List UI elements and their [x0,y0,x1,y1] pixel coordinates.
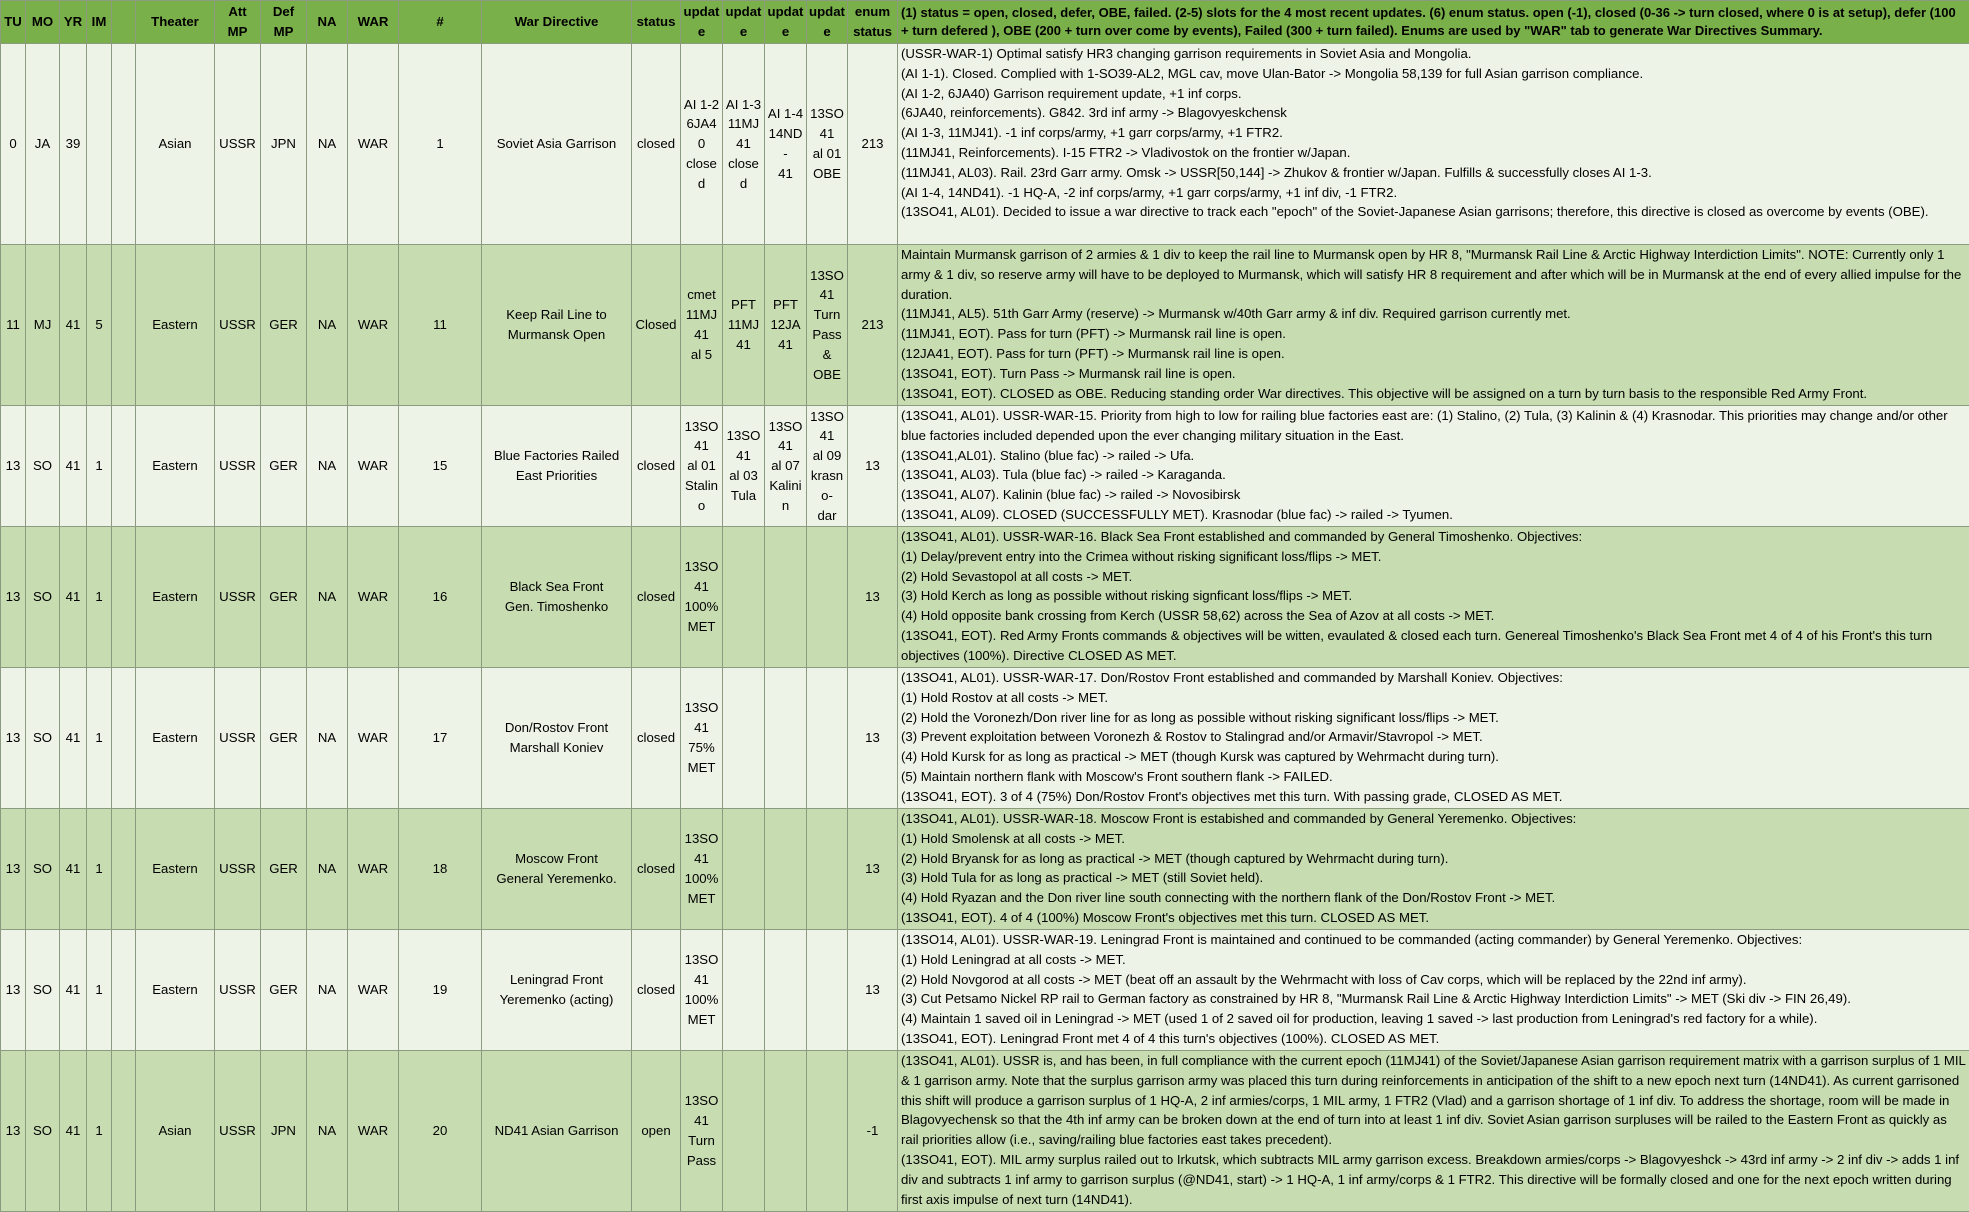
cell-war-directive[interactable] [482,44,632,245]
table-row [1,44,1969,245]
cell-att-mp[interactable]: USSR [215,809,261,930]
cell-mo[interactable]: SO [26,406,60,527]
cell-description-line: Maintain Murmansk garrison of 2 armies & 1 div to keep the rail line to Murmansk open by HR 8, "Murmansk Rail Line & Arctic Highway Interdiction Limits". NOTE: Currently only 1 army & 1 div, so reserve army will have to be deployed to Murmansk, which will satisfy HR 8 requirement and after which will be in Murmansk at the end of every allied impulse for the duration. [901,245,1966,304]
cell-update-2[interactable] [723,245,765,406]
cell-update-3[interactable] [765,668,807,809]
cell-description-line: (13SO41, AL01). USSR-WAR-15. Priority from high to low for railing blue factories east are: (1) Stalino, (2) Tula, (3) Kalinin & (4) Krasnodar. This priorities may change and/or other blue factories included depended upon the ever changing military situation in the East. [901,406,1966,446]
cell-description[interactable] [898,527,1969,668]
cell-update-2-line: 13SO41 [725,426,762,466]
cell-update-1[interactable] [681,809,723,930]
header-blank[interactable] [112,1,136,44]
cell-update-3-line: 41 [767,164,804,184]
cell-update-1-line: 13SO41 [683,829,720,869]
header-update-4[interactable]: update [807,1,848,44]
cell-update-3-line: Kalinin [767,476,804,516]
cell-war[interactable]: WAR [348,930,399,1051]
cell-enum-status[interactable]: 13 [848,930,898,1051]
cell-mo[interactable]: JA [26,44,60,245]
cell-update-1-line: cmet [683,285,720,305]
cell-update-4-line: Turn [809,305,845,325]
cell-description-line: (AI 1-1). Closed. Complied with 1-SO39-AL2, MGL cav, move Ulan-Bator -> Mongolia 58,139 for full Asian garrison compliance. [901,64,1966,84]
cell-update-1-line: 75% [683,738,720,758]
cell-number[interactable]: 20 [399,1051,482,1212]
cell-description-line: (13SO41,AL01). Stalino (blue fac) -> railed -> Ufa. [901,446,1966,466]
cell-mo[interactable]: SO [26,668,60,809]
cell-description-line: (13SO41, EOT). CLOSED as OBE. Reducing standing order War directives. This objective will be assigned on a turn by turn basis to the responsible Red Army Front. [901,384,1966,404]
cell-description-line: (2) Hold the Voronezh/Don river line for as long as possible without risking significant loss/flips -> MET. [901,708,1966,728]
cell-na[interactable]: NA [307,1051,348,1212]
cell-description-line: (1) Hold Rostov at all costs -> MET. [901,688,1966,708]
cell-na[interactable]: NA [307,44,348,245]
cell-status[interactable]: closed [632,406,681,527]
cell-description-line: (AI 1-4, 14ND41). -1 HQ-A, -2 inf corps/army, +1 garr corps/army, +1 inf div, -1 FTR2. [901,183,1966,203]
cell-status[interactable]: closed [632,930,681,1051]
cell-update-4-line: dar [809,506,845,526]
cell-update-1-line: MET [683,758,720,778]
cell-update-1-line: MET [683,617,720,637]
cell-description-line: (3) Cut Petsamo Nickel RP rail to German factory as constrained by HR 8, "Murmansk Rail Line & Arctic Highway Interdiction Limits" -> MET (Ski div -> FIN 26,49). [901,989,1966,1009]
cell-status[interactable]: closed [632,668,681,809]
cell-enum-status[interactable]: 213 [848,44,898,245]
header-update-2[interactable]: update [723,1,765,44]
cell-update-3-line: PFT [767,295,804,315]
cell-theater[interactable]: Eastern [136,930,215,1051]
cell-update-2-line: 11MJ41 [725,315,762,355]
header-mo[interactable]: MO [26,1,60,44]
cell-war-directive-line: Marshall Koniev [484,738,629,758]
cell-war-directive-line: ND41 Asian Garrison [484,1121,629,1141]
cell-number[interactable]: 19 [399,930,482,1051]
cell-im[interactable]: 1 [87,930,112,1051]
cell-description-line: (3) Hold Kerch as long as possible without risking signficant loss/flips -> MET. [901,586,1966,606]
cell-def-mp[interactable]: GER [261,527,307,668]
table-row [1,809,1969,930]
cell-im[interactable]: 1 [87,406,112,527]
cell-update-1[interactable] [681,930,723,1051]
cell-update-2[interactable] [723,527,765,668]
cell-war-directive[interactable] [482,527,632,668]
cell-mo[interactable]: SO [26,809,60,930]
cell-tu[interactable]: 13 [1,668,26,809]
cell-att-mp[interactable]: USSR [215,44,261,245]
cell-update-1[interactable] [681,406,723,527]
cell-description-line: (13SO41, AL07). Kalinin (blue fac) -> railed -> Novosibirsk [901,485,1966,505]
cell-description-line: (1) Hold Leningrad at all costs -> MET. [901,950,1966,970]
cell-description-line: (11MJ41, AL5). 51th Garr Army (reserve) -> Murmansk w/40th Garr army & inf div. Required garrison currently met. [901,304,1966,324]
cell-update-2[interactable] [723,809,765,930]
cell-description-line: (3) Hold Tula for as long as practical -> MET (still Soviet held). [901,868,1966,888]
cell-update-1-line: 100% [683,597,720,617]
cell-blank[interactable] [112,1051,136,1212]
cell-update-1-line: 11MJ41 [683,305,720,345]
cell-na[interactable]: NA [307,668,348,809]
table-row [1,527,1969,668]
cell-update-4[interactable] [807,809,848,930]
cell-update-2-line: al 03 [725,466,762,486]
cell-update-1-line: al 5 [683,345,720,365]
cell-war[interactable]: WAR [348,668,399,809]
table-row [1,668,1969,809]
header-row [1,1,1969,44]
cell-update-1-line: 100% [683,990,720,1010]
cell-im[interactable] [87,44,112,245]
cell-update-1[interactable] [681,245,723,406]
cell-blank[interactable] [112,668,136,809]
cell-description-line: (13SO41, EOT). Red Army Fronts commands & objectives will be witten, evaulated & closed each turn. Genereal Timoshenko's Black Sea Front met 4 of 4 of his Front's this turn objectives (100%). Directive CLOSED AS MET. [901,626,1966,666]
cell-description-line: (4) Hold Kursk for as long as practical -> MET (though Kursk was captured by Wehrmacht during turn). [901,747,1966,767]
cell-update-1-line: MET [683,889,720,909]
cell-description-line: (4) Hold opposite bank crossing from Kerch (USSR 58,62) across the Sea of Azov at all costs -> MET. [901,606,1966,626]
header-yr[interactable]: YR [60,1,87,44]
cell-description-line: (13SO41, AL01). USSR-WAR-18. Moscow Front is estabished and commanded by General Yeremenko. Objectives: [901,809,1966,829]
cell-def-mp[interactable]: JPN [261,1051,307,1212]
cell-blank[interactable] [112,44,136,245]
cell-update-1-line: 13SO41 [683,1091,720,1131]
cell-description[interactable] [898,1051,1969,1212]
cell-status[interactable]: open [632,1051,681,1212]
cell-yr[interactable]: 41 [60,406,87,527]
cell-number[interactable]: 18 [399,809,482,930]
cell-att-mp[interactable]: USSR [215,406,261,527]
cell-theater[interactable]: Eastern [136,406,215,527]
cell-theater[interactable]: Eastern [136,809,215,930]
cell-war-directive[interactable] [482,1051,632,1212]
cell-na[interactable]: NA [307,406,348,527]
cell-update-1-line: 13SO41 [683,417,720,457]
cell-theater[interactable]: Asian [136,1051,215,1212]
cell-war-directive-line: Keep Rail Line to [484,305,629,325]
cell-update-3[interactable] [765,809,807,930]
cell-description-line: (13SO41, AL09). CLOSED (SUCCESSFULLY MET). Krasnodar (blue fac) -> railed -> Tyumen. [901,505,1966,525]
cell-blank[interactable] [112,527,136,668]
header-number[interactable]: # [399,1,482,44]
cell-description-line: (6JA40, reinforcements). G842. 3rd inf army -> Blagovyeskchensk [901,103,1966,123]
cell-update-2-line: closed [725,154,762,194]
cell-att-mp[interactable]: USSR [215,527,261,668]
cell-im[interactable]: 1 [87,1051,112,1212]
cell-description-line: (11MJ41, Reinforcements). I-15 FTR2 -> Vladivostok on the frontier w/Japan. [901,143,1966,163]
cell-status[interactable]: closed [632,527,681,668]
cell-war-directive-line: Murmansk Open [484,325,629,345]
cell-description-line: (4) Maintain 1 saved oil in Leningrad -> MET (used 1 of 2 saved oil for production, leaving 1 saved -> last production from Leningrad's red factory for a while). [901,1009,1966,1029]
cell-update-3[interactable] [765,245,807,406]
cell-yr[interactable]: 39 [60,44,87,245]
cell-update-4[interactable] [807,930,848,1051]
cell-theater[interactable]: Eastern [136,527,215,668]
cell-description-line: (5) Maintain northern flank with Moscow's Front southern flank -> FAILED. [901,767,1966,787]
cell-status[interactable]: closed [632,44,681,245]
cell-description-line: (13SO41, EOT). 4 of 4 (100%) Moscow Front's objectives met this turn. CLOSED AS MET. [901,908,1966,928]
cell-theater[interactable]: Asian [136,44,215,245]
cell-update-4[interactable] [807,44,848,245]
cell-update-2[interactable] [723,44,765,245]
cell-enum-status[interactable]: 13 [848,668,898,809]
header-att-mp[interactable]: Att MP [215,1,261,44]
cell-description-line: (13SO41, AL01). USSR-WAR-16. Black Sea Front established and commanded by General Timoshenko. Objectives: [901,527,1966,547]
cell-description-line: (13SO41, AL01). USSR is, and has been, in full compliance with the current epoch (11MJ41) of the Soviet/Japanese Asian garrison requirement matrix with a garrison surplus of 1 MIL & 1 garrison army. Note that the surplus garrison army was placed this turn during reinforcements in anticipation of the shift to a new epoch next turn (14ND41). As current garrisoned this shift will produce a garrison surplus of 1 HQ-A, 2 inf armies/corps, 1 MIL army, 1 FTR2 (Vlad) and a garrison shortage of 1 inf div. To address the shortage, room will be made in Blagovyechensk so that the 4th inf army can be broken down at the end of turn into at least 1 inf div. Soviet Asian garrison surpluses will be railed to the Eastern Front as quickly as rail priorities allow (i.e., saving/railing blue factories east takes precedent). [901,1051,1966,1150]
cell-im[interactable]: 1 [87,668,112,809]
cell-im[interactable]: 1 [87,809,112,930]
cell-war-directive-line: Soviet Asia Garrison [484,134,629,154]
cell-description[interactable] [898,809,1969,930]
cell-description-line: (3) Prevent exploitation between Voronezh & Rostov to Stalingrad and/or Armavir/Stavropol -> MET. [901,727,1966,747]
cell-status[interactable]: Closed [632,245,681,406]
cell-update-1-line: 13SO41 [683,557,720,597]
cell-war-directive[interactable] [482,668,632,809]
cell-update-4[interactable] [807,668,848,809]
cell-war-directive-line: Black Sea Front [484,577,629,597]
cell-update-4-line: al 09 [809,446,845,466]
cell-enum-status[interactable]: 13 [848,527,898,668]
cell-mo[interactable]: SO [26,527,60,668]
cell-update-3[interactable] [765,527,807,668]
cell-update-4-line: & OBE [809,345,845,385]
cell-war[interactable]: WAR [348,809,399,930]
cell-description-line: (13SO41, EOT). 3 of 4 (75%) Don/Rostov Front's objectives met this turn. With passing grade, CLOSED AS MET. [901,787,1966,807]
cell-update-4[interactable] [807,406,848,527]
cell-update-3[interactable] [765,930,807,1051]
cell-update-2[interactable] [723,1051,765,1212]
cell-description[interactable] [898,406,1969,527]
header-war-directive[interactable]: War Directive [482,1,632,44]
header-im[interactable]: IM [87,1,112,44]
cell-yr[interactable]: 41 [60,1051,87,1212]
cell-update-3-line: 13SO41 [767,417,804,457]
cell-war-directive-line: Gen. Timoshenko [484,597,629,617]
header-tu[interactable]: TU [1,1,26,44]
cell-description[interactable] [898,245,1969,406]
cell-im[interactable]: 1 [87,527,112,668]
cell-update-4[interactable] [807,245,848,406]
cell-update-1-line: al 01 [683,456,720,476]
cell-update-4-line: OBE [809,164,845,184]
cell-yr[interactable]: 41 [60,527,87,668]
cell-tu[interactable]: 11 [1,245,26,406]
cell-update-1-line: closed [683,154,720,194]
cell-tu[interactable]: 13 [1,527,26,668]
cell-def-mp[interactable]: GER [261,930,307,1051]
cell-yr[interactable]: 41 [60,809,87,930]
header-status[interactable]: status [632,1,681,44]
cell-tu[interactable]: 13 [1,406,26,527]
cell-update-3[interactable] [765,44,807,245]
cell-description[interactable] [898,44,1969,245]
cell-update-3[interactable] [765,406,807,527]
cell-update-1-line: MET [683,1010,720,1030]
cell-def-mp[interactable]: GER [261,668,307,809]
header-update-3[interactable]: update [765,1,807,44]
cell-tu[interactable]: 13 [1,1051,26,1212]
cell-war-directive-line: General Yeremenko. [484,869,629,889]
cell-theater[interactable]: Eastern [136,668,215,809]
cell-war[interactable]: WAR [348,1051,399,1212]
cell-update-2[interactable] [723,930,765,1051]
cell-def-mp[interactable]: GER [261,406,307,527]
cell-war-directive-line: Don/Rostov Front [484,718,629,738]
cell-blank[interactable] [112,930,136,1051]
header-description[interactable]: (1) status = open, closed, defer, OBE, failed. (2-5) slots for the 4 most recent updates. (6) enum status. open (-1), closed (0-36 -> turn closed, where 0 is at setup), defer (100 + turn defered ), OBE (200 + turn over come by events), Failed (300 + turn failed). Enums are used by "WAR" tab to generate War Directives Summary. [898,1,1969,44]
cell-update-1-line: 100% [683,869,720,889]
cell-description-line: (13SO14, AL01). USSR-WAR-19. Leningrad Front is maintained and continued to be commanded (acting commander) by General Yeremenko. Objectives: [901,930,1966,950]
cell-na[interactable]: NA [307,245,348,406]
cell-blank[interactable] [112,406,136,527]
header-update-1[interactable]: update [681,1,723,44]
cell-number[interactable]: 15 [399,406,482,527]
cell-number[interactable]: 17 [399,668,482,809]
cell-na[interactable]: NA [307,809,348,930]
cell-na[interactable]: NA [307,527,348,668]
cell-update-4[interactable] [807,1051,848,1212]
table-row [1,245,1969,406]
cell-description-line: (USSR-WAR-1) Optimal satisfy HR3 changing garrison requirements in Soviet Asia and Mongolia. [901,44,1966,64]
cell-war-directive[interactable] [482,809,632,930]
cell-description-line: (2) Hold Sevastopol at all costs -> MET. [901,567,1966,587]
cell-update-1[interactable] [681,1051,723,1212]
cell-update-2-line: Tula [725,486,762,506]
cell-description-line: (4) Hold Ryazan and the Don river line south connecting with the northern flank of the Don/Rostov Front -> MET. [901,888,1966,908]
cell-description-line: (13SO41, EOT). MIL army surplus railed out to Irkutsk, which subtracts MIL army garrison excess. Breakdown armies/corps -> Blagovyeshck -> 43rd inf army -> 2 inf div -> adds 1 inf div and subtracts 1 inf army to garrison surplus (@ND41, start) -> 1 HQ-A, 1 inf army/corps & 1 FTR2. This directive will be formally closed and one for the next epoch written during first axis impulse of next turn (14ND41). [901,1150,1966,1209]
cell-att-mp[interactable]: USSR [215,668,261,809]
cell-def-mp[interactable]: GER [261,809,307,930]
cell-number[interactable]: 1 [399,44,482,245]
cell-description-line: (1) Hold Smolensk at all costs -> MET. [901,829,1966,849]
cell-enum-status[interactable]: 13 [848,809,898,930]
cell-description-line: (11MJ41, AL03). Rail. 23rd Garr army. Omsk -> USSR[50,144] -> Zhukov & frontier w/Japan. Fulfills & successfully closes AI 1-3. [901,163,1966,183]
cell-update-1-line: 6JA40 [683,114,720,154]
cell-def-mp[interactable]: GER [261,245,307,406]
cell-description-line: (11MJ41, EOT). Pass for turn (PFT) -> Murmansk rail line is open. [901,324,1966,344]
cell-update-3-line: 12JA41 [767,315,804,355]
cell-update-1-line: Stalino [683,476,720,516]
cell-description-line: (13SO41, EOT). Turn Pass -> Murmansk rail line is open. [901,364,1966,384]
cell-description-line: (AI 1-2, 6JA40) Garrison requirement update, +1 inf corps. [901,84,1966,104]
cell-yr[interactable]: 41 [60,245,87,406]
cell-update-3-line: AI 1-4 [767,104,804,124]
cell-war-directive-line: Blue Factories Railed [484,446,629,466]
cell-theater[interactable]: Eastern [136,245,215,406]
cell-description-line: (2) Hold Novgorod at all costs -> MET (beat off an assault by the Wehrmacht with loss of Cav corps, which will be replaced by the 22nd inf army). [901,970,1966,990]
table-row [1,406,1969,527]
cell-number[interactable]: 16 [399,527,482,668]
cell-description[interactable] [898,668,1969,809]
cell-update-1[interactable] [681,668,723,809]
cell-yr[interactable]: 41 [60,930,87,1051]
cell-update-1[interactable] [681,527,723,668]
cell-description-line: (13SO41, AL01). USSR-WAR-17. Don/Rostov Front established and commanded by Marshall Koniev. Objectives: [901,668,1966,688]
cell-description-line: (13SO41, EOT). Leningrad Front met 4 of 4 this turn's objectives (100%). CLOSED AS MET. [901,1029,1966,1049]
cell-war[interactable]: WAR [348,527,399,668]
cell-tu[interactable]: 13 [1,930,26,1051]
cell-att-mp[interactable]: USSR [215,1051,261,1212]
cell-update-3-line: al 07 [767,456,804,476]
cell-im[interactable]: 5 [87,245,112,406]
cell-def-mp[interactable]: JPN [261,44,307,245]
cell-description-line: (1) Delay/prevent entry into the Crimea without risking significant loss/flips -> MET. [901,547,1966,567]
cell-update-4-line: 13SO41 [809,266,845,306]
cell-blank[interactable] [112,245,136,406]
cell-description-line: (12JA41, EOT). Pass for turn (PFT) -> Murmansk rail line is open. [901,344,1966,364]
cell-war-directive[interactable] [482,245,632,406]
table-row [1,1051,1969,1212]
cell-update-1-line: 13SO41 [683,698,720,738]
header-theater[interactable]: Theater [136,1,215,44]
cell-mo[interactable]: MJ [26,245,60,406]
cell-tu[interactable]: 0 [1,44,26,245]
cell-update-4-line: 13SO41 [809,104,845,144]
cell-description[interactable] [898,930,1969,1051]
header-enum-status[interactable]: enum status [848,1,898,44]
header-def-mp[interactable]: Def MP [261,1,307,44]
cell-update-1-line: Pass [683,1151,720,1171]
cell-update-3[interactable] [765,1051,807,1212]
cell-update-2-line: 11MJ41 [725,114,762,154]
sheet-body [1,44,1969,1212]
cell-tu[interactable]: 13 [1,809,26,930]
header-war[interactable]: WAR [348,1,399,44]
cell-update-3-line: 14ND- [767,124,804,164]
cell-update-1-line: Turn [683,1131,720,1151]
cell-war-directive-line: Yeremenko (acting) [484,990,629,1010]
cell-status[interactable]: closed [632,809,681,930]
table-row [1,930,1969,1051]
cell-enum-status[interactable]: 13 [848,406,898,527]
cell-update-2[interactable] [723,668,765,809]
cell-war-directive-line: East Priorities [484,466,629,486]
cell-update-4-line: krasno- [809,466,845,506]
header-na[interactable]: NA [307,1,348,44]
cell-update-1-line: 13SO41 [683,950,720,990]
cell-enum-status[interactable]: -1 [848,1051,898,1212]
cell-update-4-line: al 01 [809,144,845,164]
cell-blank[interactable] [112,809,136,930]
cell-description-line: (AI 1-3, 11MJ41). -1 inf corps/army, +1 garr corps/army, +1 FTR2. [901,123,1966,143]
cell-yr[interactable]: 41 [60,668,87,809]
cell-war[interactable]: WAR [348,44,399,245]
cell-update-2[interactable] [723,406,765,527]
cell-att-mp[interactable]: USSR [215,930,261,1051]
cell-description-line: (2) Hold Bryansk for as long as practical -> MET (though captured by Wehrmacht during turn). [901,849,1966,869]
cell-update-1-line: AI 1-2 [683,95,720,115]
cell-update-2-line: AI 1-3 [725,95,762,115]
cell-description-line: (13SO41, AL01). Decided to issue a war directive to track each "epoch" of the Soviet-Japanese Asian garrisons; therefore, this directive is closed as overcome by events (OBE). [901,202,1966,222]
cell-na[interactable]: NA [307,930,348,1051]
cell-description-line: (13SO41, AL03). Tula (blue fac) -> railed -> Karaganda. [901,465,1966,485]
cell-att-mp[interactable]: USSR [215,245,261,406]
cell-mo[interactable]: SO [26,1051,60,1212]
cell-mo[interactable]: SO [26,930,60,1051]
cell-update-2-line: PFT [725,295,762,315]
cell-enum-status[interactable]: 213 [848,245,898,406]
cell-update-1[interactable] [681,44,723,245]
cell-war-directive-line: Leningrad Front [484,970,629,990]
cell-war-directive-line: Moscow Front [484,849,629,869]
cell-update-4[interactable] [807,527,848,668]
cell-war[interactable]: WAR [348,245,399,406]
cell-war-directive[interactable] [482,406,632,527]
cell-war[interactable]: WAR [348,406,399,527]
cell-war-directive[interactable] [482,930,632,1051]
cell-update-4-line: 13SO41 [809,407,845,447]
cell-update-4-line: Pass [809,325,845,345]
cell-number[interactable]: 11 [399,245,482,406]
